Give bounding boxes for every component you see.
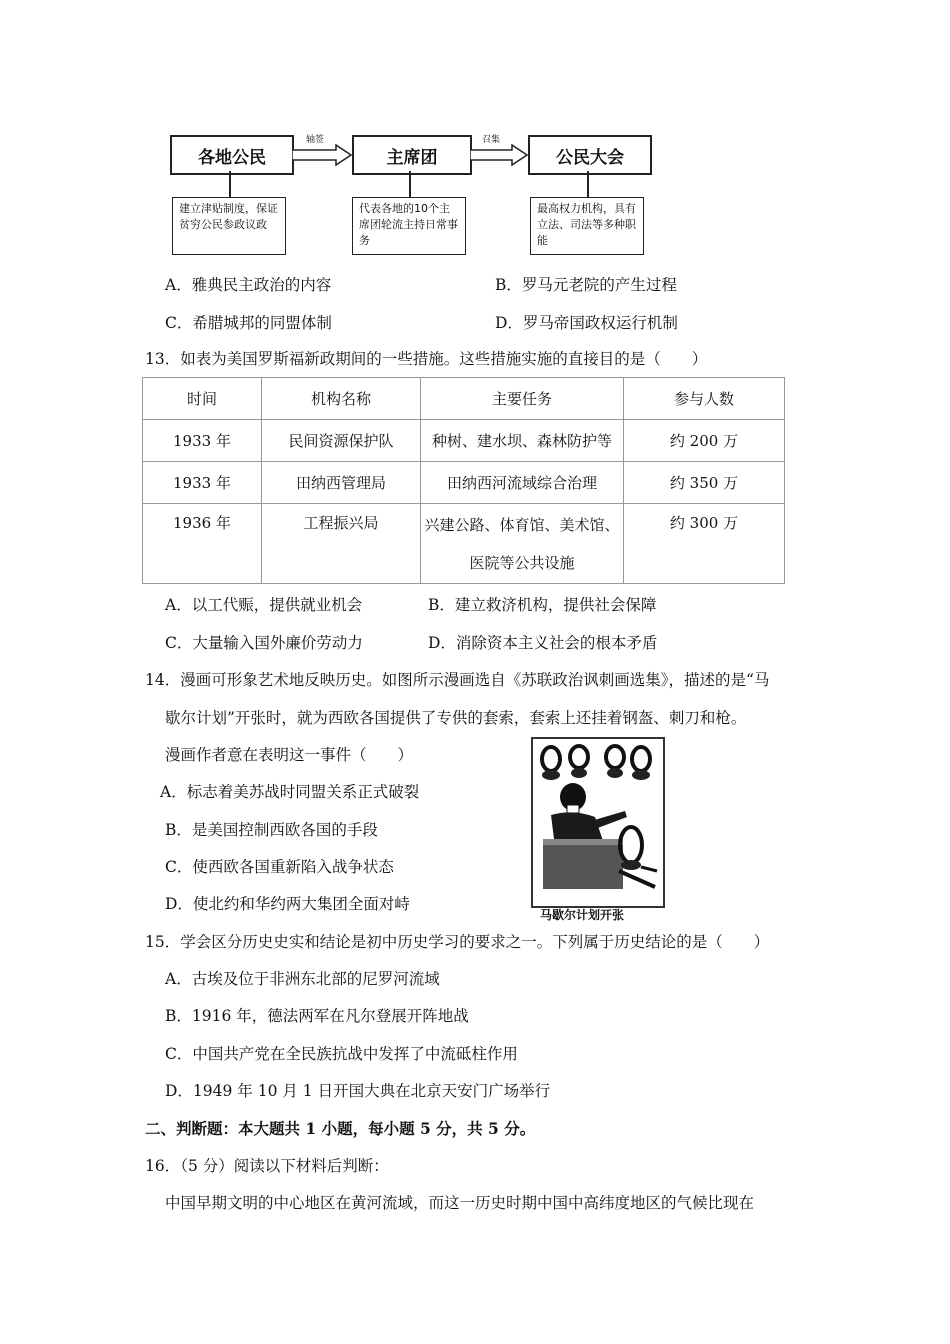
q15-option-a[interactable]: A．古埃及位于非洲东北部的尼罗河流域 — [165, 970, 440, 988]
q12-option-b[interactable]: B．罗马元老院的产生过程 — [495, 276, 677, 294]
q12-option-c[interactable]: C．希腊城邦的同盟体制 — [165, 314, 332, 332]
table-cell: 1933 年 — [143, 462, 262, 504]
note-assembly: 最高权力机构，具有立法、司法等多种职能 — [530, 197, 644, 255]
table-header: 机构名称 — [262, 378, 421, 420]
q14-option-d[interactable]: D．使北约和华约两大集团全面对峙 — [165, 895, 410, 913]
table-cell: 约 200 万 — [624, 420, 785, 462]
q13-option-a[interactable]: A．以工代赈，提供就业机会 — [165, 596, 363, 614]
table-cell: 兴建公路、体育馆、美术馆、医院等公共设施 — [421, 504, 624, 584]
q16-stem: 16．（5 分）阅读以下材料后判断： — [145, 1157, 389, 1175]
q14-option-c[interactable]: C．使西欧各国重新陷入战争状态 — [165, 858, 394, 876]
table-header: 时间 — [143, 378, 262, 420]
q16-text: 中国早期文明的中心地区在黄河流域，而这一历史时期中国中高纬度地区的气候比现在 — [165, 1194, 755, 1212]
connector-1 — [229, 171, 231, 197]
q14-stem-line1: 14．漫画可形象艺术地反映历史。如图所示漫画选自《苏联政治讽刺画选集》，描述的是“马 — [145, 671, 770, 689]
q14-stem-line2: 歇尔计划”开张时，就为西欧各国提供了专供的套索，套索上还挂着钢盔、刺刀和枪。 — [165, 709, 747, 727]
table-cell: 田纳西管理局 — [262, 462, 421, 504]
table-header: 主要任务 — [421, 378, 624, 420]
q13-stem: 13．如表为美国罗斯福新政期间的一些措施。这些措施实施的直接目的是（ ） — [145, 350, 708, 368]
note-presidium: 代表各地的10个主席团轮流主持日常事务 — [352, 197, 466, 255]
q15-stem: 15．学会区分历史史实和结论是初中历史学习的要求之一。下列属于历史结论的是（ ） — [145, 933, 770, 951]
table-header: 参与人数 — [624, 378, 785, 420]
q13-table — [142, 377, 785, 584]
table-row — [143, 504, 785, 584]
cartoon-caption: 马歇尔计划开张 — [540, 908, 625, 922]
table-cell: 1933 年 — [143, 420, 262, 462]
q13-option-b[interactable]: B．建立救济机构，提供社会保障 — [428, 596, 657, 614]
q12-option-d[interactable]: D．罗马帝国政权运行机制 — [495, 314, 678, 332]
arrow-2-label: 召集 — [482, 135, 501, 145]
arrow-2-icon — [470, 144, 528, 166]
section-heading: 二、判断题：本大题共 1 小题，每小题 5 分，共 5 分。 — [145, 1119, 536, 1138]
q12-option-a[interactable]: A．雅典民主政治的内容 — [165, 276, 332, 294]
cartoon-illustration-icon — [533, 739, 663, 906]
q13-option-d[interactable]: D．消除资本主义社会的根本矛盾 — [428, 634, 658, 652]
q15-option-d[interactable]: D．1949 年 10 月 1 日开国大典在北京天安门广场举行 — [165, 1082, 551, 1100]
note-citizens: 建立津贴制度，保证贫穷公民参政议政 — [172, 197, 286, 255]
q14-stem-line3: 漫画作者意在表明这一事件（ ） — [165, 746, 414, 764]
connector-3 — [587, 171, 589, 197]
q14-option-a[interactable]: A．标志着美苏战时同盟关系正式破裂 — [160, 783, 420, 801]
box-presidium: 主席团 — [352, 135, 472, 175]
connector-2 — [409, 171, 411, 197]
table-cell: 1936 年 — [143, 504, 262, 584]
q13-option-c[interactable]: C．大量输入国外廉价劳动力 — [165, 634, 363, 652]
table-cell: 工程振兴局 — [262, 504, 421, 584]
table-row — [143, 462, 785, 504]
table-cell: 民间资源保护队 — [262, 420, 421, 462]
table-header-row — [143, 378, 785, 420]
arrow-1-label: 轴签 — [306, 135, 325, 145]
table-row — [143, 420, 785, 462]
arrow-1-icon — [292, 144, 352, 166]
box-assembly: 公民大会 — [528, 135, 652, 175]
box-citizens: 各地公民 — [170, 135, 294, 175]
table-cell: 种树、建水坝、森林防护等 — [421, 420, 624, 462]
q15-option-b[interactable]: B．1916 年，德法两军在凡尔登展开阵地战 — [165, 1007, 469, 1025]
q14-option-b[interactable]: B．是美国控制西欧各国的手段 — [165, 821, 378, 839]
table-cell: 约 350 万 — [624, 462, 785, 504]
table-cell: 约 300 万 — [624, 504, 785, 584]
table-cell: 田纳西河流域综合治理 — [421, 462, 624, 504]
marshall-plan-cartoon — [531, 737, 665, 908]
q15-option-c[interactable]: C．中国共产党在全民族抗战中发挥了中流砥柱作用 — [165, 1045, 518, 1063]
